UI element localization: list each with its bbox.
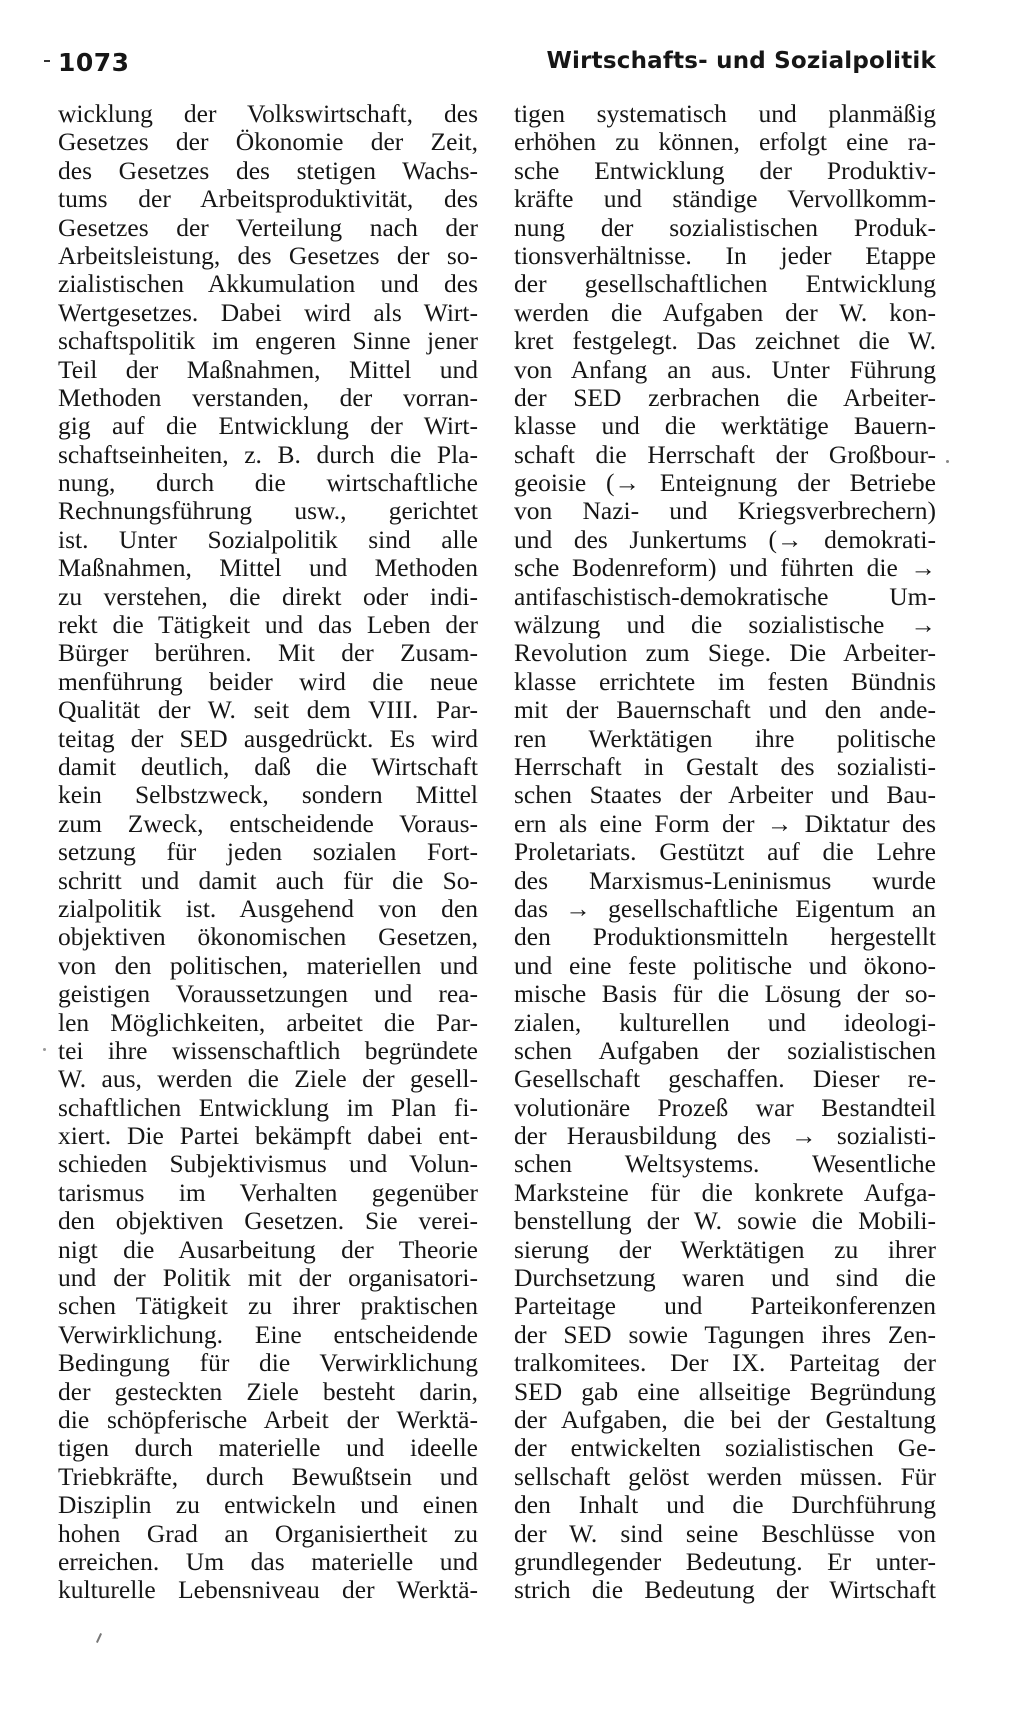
text-line: der Aufgaben, die bei der Gestaltung <box>514 1404 936 1434</box>
text-line: erhöhen zu können, erfolgt eine ra- <box>514 127 936 157</box>
text-line: Parteitage und Parteikonferenzen <box>514 1291 936 1321</box>
text-line: klasse und die werktätige Bauern- <box>514 411 936 441</box>
text-line: sche Entwicklung der Produktiv- <box>514 155 936 185</box>
text-line: Herrschaft in Gestalt des sozialisti- <box>514 751 936 781</box>
text-line: Gesellschaft geschaffen. Dieser re- <box>514 1064 936 1094</box>
stray-dot <box>43 1048 46 1051</box>
text-line: tionsverhältnisse. In jeder Etappe <box>514 240 936 270</box>
text-line: schen Tätigkeit zu ihrer praktischen <box>58 1291 478 1321</box>
text-line: von Nazi- und Kriegsverbrechern) <box>514 496 936 526</box>
text-line: von den politischen, materiellen und <box>58 950 478 980</box>
text-line: strich die Bedeutung der Wirtschaft <box>514 1575 936 1605</box>
text-line: und eine feste politische und ökono- <box>514 950 936 980</box>
text-line: ist. Unter Sozialpolitik sind alle <box>58 524 478 554</box>
text-line: und der Politik mit der organisatori- <box>58 1263 478 1293</box>
text-line: grundlegender Bedeutung. Er unter- <box>514 1546 936 1576</box>
text-line: der Herausbildung des → sozialisti- <box>514 1121 936 1151</box>
text-line: zu verstehen, die direkt oder indi- <box>58 581 478 611</box>
text-line: zialistischen Akkumulation und des <box>58 269 478 299</box>
text-line: tigen durch materielle und ideelle <box>58 1433 478 1463</box>
running-head: Wirtschafts- und Sozialpolitik <box>546 48 936 74</box>
text-line: Gesetzes der Verteilung nach der <box>58 212 478 242</box>
text-line: rekt die Tätigkeit und das Leben der <box>58 610 478 640</box>
text-line: klasse errichtete im festen Bündnis <box>514 666 936 696</box>
text-line: schen Weltsystems. Wesentliche <box>514 1149 936 1179</box>
text-line: mische Basis für die Lösung der so- <box>514 979 936 1009</box>
text-line: erreichen. Um das materielle und <box>58 1546 478 1576</box>
text-line: werden die Aufgaben der W. kon- <box>514 297 936 327</box>
text-line: gig auf die Entwicklung der Wirt- <box>58 411 478 441</box>
text-line: wicklung der Volkswirtschaft, des <box>58 99 478 128</box>
margin-mark <box>44 60 50 62</box>
text-line: der W. sind seine Beschlüsse von <box>514 1518 936 1548</box>
text-line: des Marxismus-Leninismus wurde <box>514 865 936 895</box>
text-line: den objektiven Gesetzen. Sie verei- <box>58 1206 478 1236</box>
text-line: nung der sozialistischen Produk- <box>514 212 936 242</box>
text-line: schieden Subjektivismus und Volun- <box>58 1149 478 1179</box>
text-line: kret festgelegt. Das zeichnet die W. <box>514 326 936 356</box>
text-line: sche Bodenreform) und führten die → <box>514 553 936 583</box>
text-line: Triebkräfte, durch Bewußtsein und <box>58 1461 478 1491</box>
text-line: tums der Arbeitsproduktivität, des <box>58 184 478 214</box>
text-line: nung, durch die wirtschaftliche <box>58 468 478 498</box>
text-line: tei ihre wissenschaftlich begründete <box>58 1035 478 1065</box>
text-line: SED gab eine allseitige Begründung <box>514 1376 936 1406</box>
text-line: ern als eine Form der → Diktatur des <box>514 808 936 838</box>
text-line: Durchsetzung waren und sind die <box>514 1263 936 1293</box>
text-line: mit der Bauernschaft und den ande- <box>514 695 936 725</box>
text-line: schaftseinheiten, z. B. durch die Pla- <box>58 439 478 469</box>
text-line: nigt die Ausarbeitung der Theorie <box>58 1234 478 1264</box>
text-line: setzung für jeden sozialen Fort- <box>58 837 478 867</box>
text-line: antifaschistisch-demokratische Um- <box>514 581 936 611</box>
text-line: des Gesetzes des stetigen Wachs- <box>58 155 478 185</box>
text-line: tigen systematisch und planmäßig <box>514 99 936 128</box>
text-line: zialen, kulturellen und ideologi- <box>514 1007 936 1037</box>
text-line: Rechnungsführung usw., gerichtet <box>58 496 478 526</box>
text-line: schen Aufgaben der sozialistischen <box>514 1035 936 1065</box>
text-line: Arbeitsleistung, des Gesetzes der so- <box>58 240 478 270</box>
text-line: Verwirklichung. Eine entscheidende <box>58 1319 478 1349</box>
text-line: ren Werktätigen ihre politische <box>514 723 936 753</box>
text-line: wälzung und die sozialistische → <box>514 610 936 640</box>
text-line: kulturelle Lebensniveau der Werktä- <box>58 1575 478 1605</box>
page-header <box>58 48 936 84</box>
text-line: Marksteine für die konkrete Aufga- <box>514 1177 936 1207</box>
text-line: kräfte und ständige Vervollkomm- <box>514 184 936 214</box>
text-line: schaftlichen Entwicklung im Plan fi- <box>58 1092 478 1122</box>
text-line: und des Junkertums (→ demokrati- <box>514 524 936 554</box>
text-line: Qualität der W. seit dem VIII. Par- <box>58 695 478 725</box>
text-line: der SED sowie Tagungen ihres Zen- <box>514 1319 936 1349</box>
text-line: geistigen Voraussetzungen und rea- <box>58 979 478 1009</box>
text-line: xiert. Die Partei bekämpft dabei ent- <box>58 1121 478 1151</box>
text-line: der SED zerbrachen die Arbeiter- <box>514 382 936 412</box>
text-line: menführung beider wird die neue <box>58 666 478 696</box>
text-line: benstellung der W. sowie die Mobili- <box>514 1206 936 1236</box>
text-line: von Anfang an aus. Unter Führung <box>514 354 936 384</box>
text-line: Disziplin zu entwickeln und einen <box>58 1490 478 1520</box>
text-line: teitag der SED ausgedrückt. Es wird <box>58 723 478 753</box>
text-line: die schöpferische Arbeit der Werktä- <box>58 1404 478 1434</box>
text-line: der gesellschaftlichen Entwicklung <box>514 269 936 299</box>
text-line: geoisie (→ Enteignung der Betriebe <box>514 468 936 498</box>
stray-dot <box>946 460 949 463</box>
text-line: Proletariats. Gestützt auf die Lehre <box>514 837 936 867</box>
text-line: Teil der Maßnahmen, Mittel und <box>58 354 478 384</box>
text-line: Bürger berühren. Mit der Zusam- <box>58 638 478 668</box>
text-line: tralkomitees. Der IX. Parteitag der <box>514 1348 936 1378</box>
text-line: sellschaft gelöst werden müssen. Für <box>514 1461 936 1491</box>
text-line: Revolution zum Siege. Die Arbeiter- <box>514 638 936 668</box>
text-line: len Möglichkeiten, arbeitet die Par- <box>58 1007 478 1037</box>
right-text-column <box>514 100 936 1605</box>
text-line: schaftspolitik im engeren Sinne jener <box>58 326 478 356</box>
text-line: kein Selbstzweck, sondern Mittel <box>58 780 478 810</box>
left-text-column <box>58 100 478 1605</box>
text-line: der gesteckten Ziele besteht darin, <box>58 1376 478 1406</box>
text-line: schen Staates der Arbeiter und Bau- <box>514 780 936 810</box>
text-line: schritt und damit auch für die So- <box>58 865 478 895</box>
text-line: der entwickelten sozialistischen Ge- <box>514 1433 936 1463</box>
text-line: tarismus im Verhalten gegenüber <box>58 1177 478 1207</box>
text-line: Wertgesetzes. Dabei wird als Wirt- <box>58 297 478 327</box>
text-line: Bedingung für die Verwirklichung <box>58 1348 478 1378</box>
text-line: zum Zweck, entscheidende Voraus- <box>58 808 478 838</box>
text-line: Maßnahmen, Mittel und Methoden <box>58 553 478 583</box>
text-line: hohen Grad an Organisiertheit zu <box>58 1518 478 1548</box>
text-line: objektiven ökonomischen Gesetzen, <box>58 922 478 952</box>
text-line: volutionäre Prozeß war Bestandteil <box>514 1092 936 1122</box>
text-line: W. aus, werden die Ziele der gesell- <box>58 1064 478 1094</box>
text-line: den Produktionsmitteln hergestellt <box>514 922 936 952</box>
text-line: Methoden verstanden, der vorran- <box>58 382 478 412</box>
text-line: damit deutlich, daß die Wirtschaft <box>58 751 478 781</box>
stray-pen-mark <box>96 1633 102 1643</box>
text-line: sierung der Werktätigen zu ihrer <box>514 1234 936 1264</box>
text-line: das → gesellschaftliche Eigentum an <box>514 893 936 923</box>
text-line: zialpolitik ist. Ausgehend von den <box>58 893 478 923</box>
text-line: den Inhalt und die Durchführung <box>514 1490 936 1520</box>
text-line: schaft die Herrschaft der Großbour- <box>514 439 936 469</box>
page-number: 1073 <box>58 48 130 77</box>
text-line: Gesetzes der Ökonomie der Zeit, <box>58 127 478 157</box>
